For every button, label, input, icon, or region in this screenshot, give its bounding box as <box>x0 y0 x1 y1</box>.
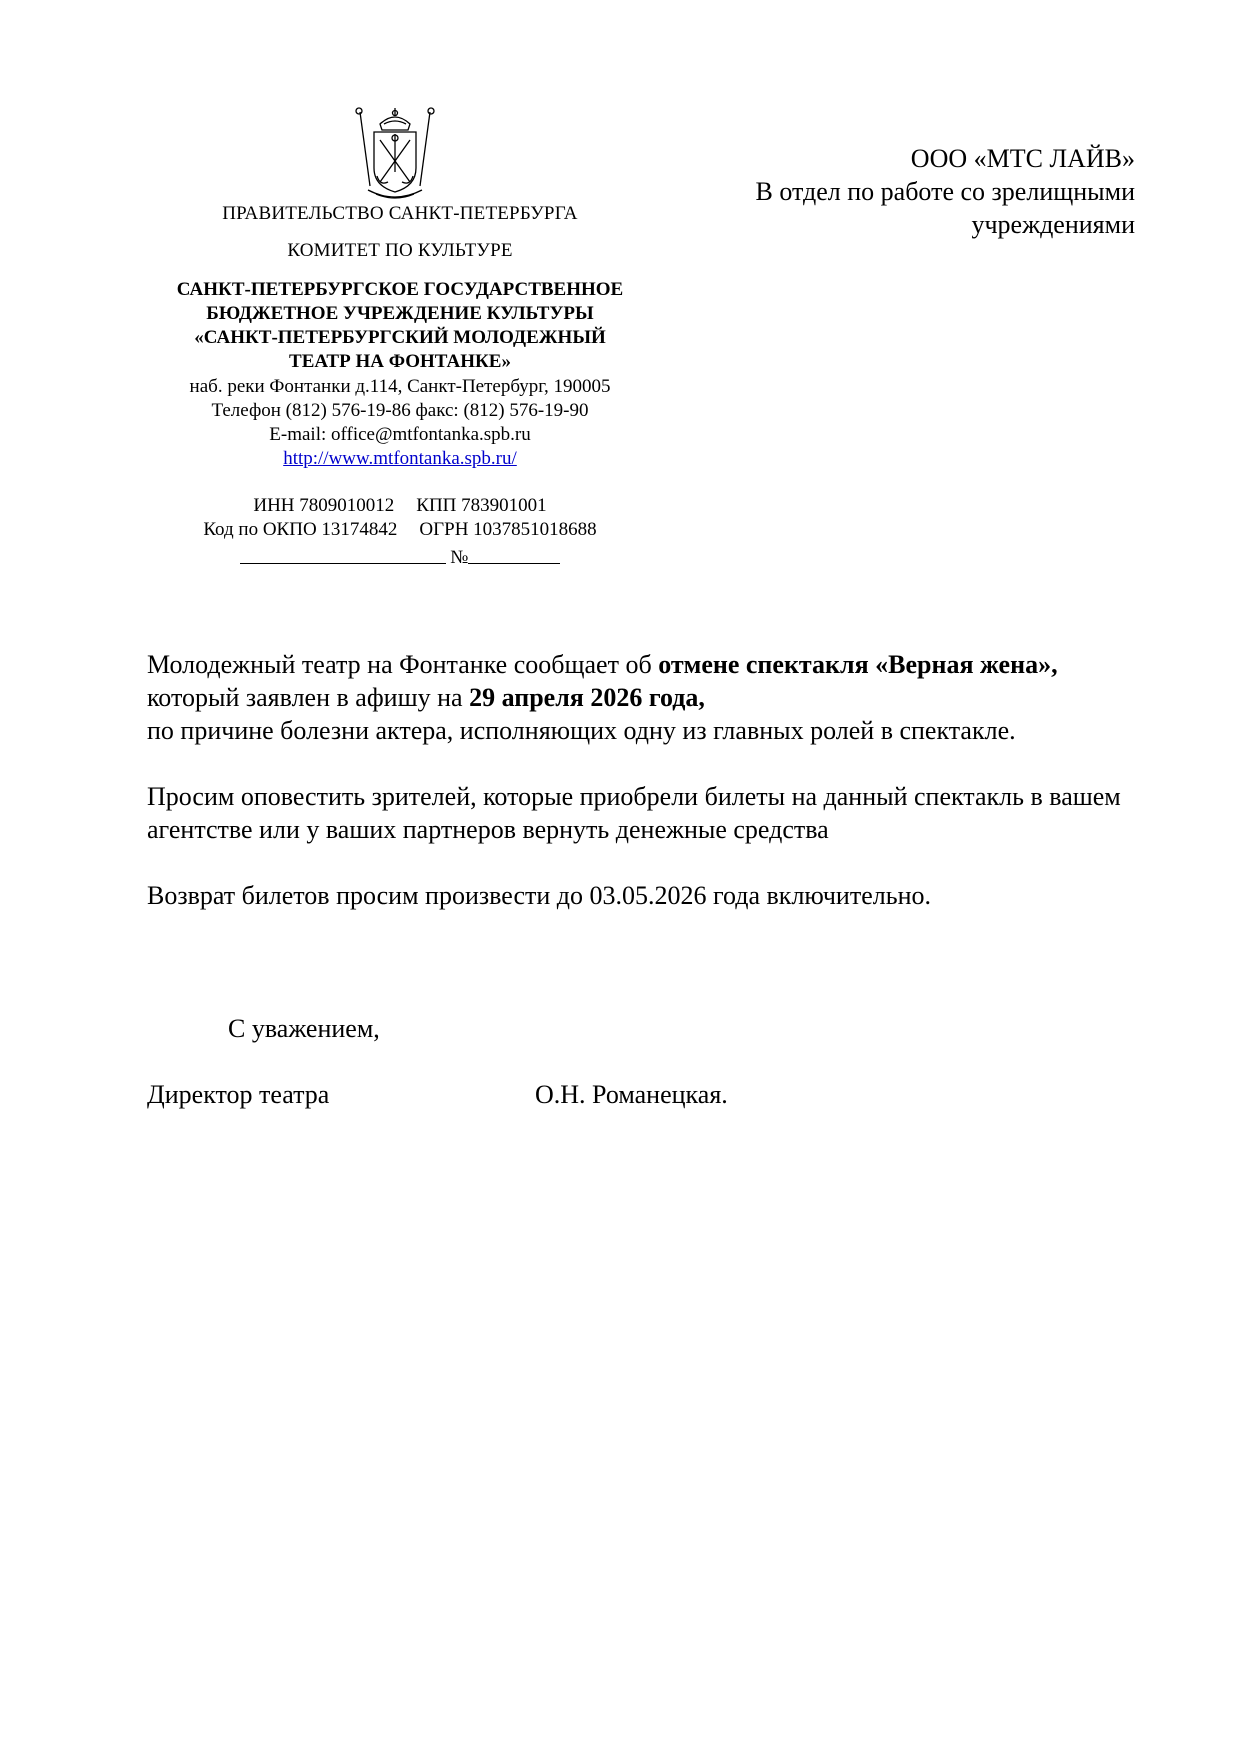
addressee-company: ООО «МТС ЛАЙВ» <box>910 144 1135 173</box>
number-sign: № <box>450 547 469 568</box>
org-kpp: КПП 783901001 <box>416 495 547 516</box>
date-blank <box>240 562 446 564</box>
org-okpo: Код по ОКПО 13174842 <box>203 519 398 540</box>
addressee-department: В отдел по работе со зрелищными <box>755 177 1135 206</box>
org-ogrn: ОГРН 1037851018688 <box>419 519 597 540</box>
addressee-block <box>615 142 1135 241</box>
coat-of-arms-emblem <box>350 106 440 206</box>
closing-regards: С уважением, <box>228 1014 380 1043</box>
org-phone: Телефон (812) 576-19-86 факс: (812) 576-19-90 <box>211 400 589 421</box>
org-website-link[interactable]: http://www.mtfontanka.spb.ru/ <box>283 448 517 469</box>
addressee-department-cont: учреждениями <box>971 210 1135 239</box>
outgoing-number-line <box>140 548 660 567</box>
org-line-4: ТЕАТР НА ФОНТАНКЕ» <box>289 351 511 372</box>
p1-bold-date: 29 апреля 2026 года, <box>469 683 705 712</box>
org-line-3: «САНКТ-ПЕТЕРБУРГСКИЙ МОЛОДЕЖНЫЙ <box>194 327 606 348</box>
number-blank <box>468 562 560 564</box>
paragraph-refund-deadline: Возврат билетов просим произвести до 03.05.2026 года включительно. <box>147 881 931 910</box>
paragraph-cancellation <box>147 648 1157 747</box>
letterhead-organization <box>140 278 660 374</box>
org-line-2: БЮДЖЕТНОЕ УЧРЕЖДЕНИЕ КУЛЬТУРЫ <box>206 303 594 324</box>
signatory-name: О.Н. Романецкая. <box>535 1080 728 1109</box>
org-address: наб. реки Фонтанки д.114, Санкт-Петербург, 190005 <box>189 376 611 397</box>
letterhead-codes <box>140 494 660 542</box>
paragraph-notify: Просим оповестить зрителей, которые приобрели билеты на данный спектакль в вашем агентстве или у ваших партнеров вернуть денежные средства <box>147 782 1121 844</box>
org-inn: ИНН 7809010012 <box>253 495 395 516</box>
p1-text-2: который заявлен в афишу на <box>147 683 470 712</box>
p1-bold-performance: отмене спектакля «Верная жена», <box>658 650 1058 679</box>
p1-text-3: по причине болезни актера, исполняющих одну из главных ролей в спектакле. <box>147 716 1016 745</box>
letterhead-government: ПРАВИТЕЛЬСТВО САНКТ-ПЕТЕРБУРГА <box>222 203 578 224</box>
org-line-1: САНКТ-ПЕТЕРБУРГСКОЕ ГОСУДАРСТВЕННОЕ <box>176 279 624 300</box>
p1-text-1: Молодежный театр на Фонтанке сообщает об <box>147 650 659 679</box>
org-email: E-mail: office@mtfontanka.spb.ru <box>269 424 531 445</box>
signatory-title: Директор театра <box>147 1080 330 1109</box>
letterhead-contacts <box>140 375 660 471</box>
letterhead-committee: КОМИТЕТ ПО КУЛЬТУРЕ <box>287 240 513 261</box>
